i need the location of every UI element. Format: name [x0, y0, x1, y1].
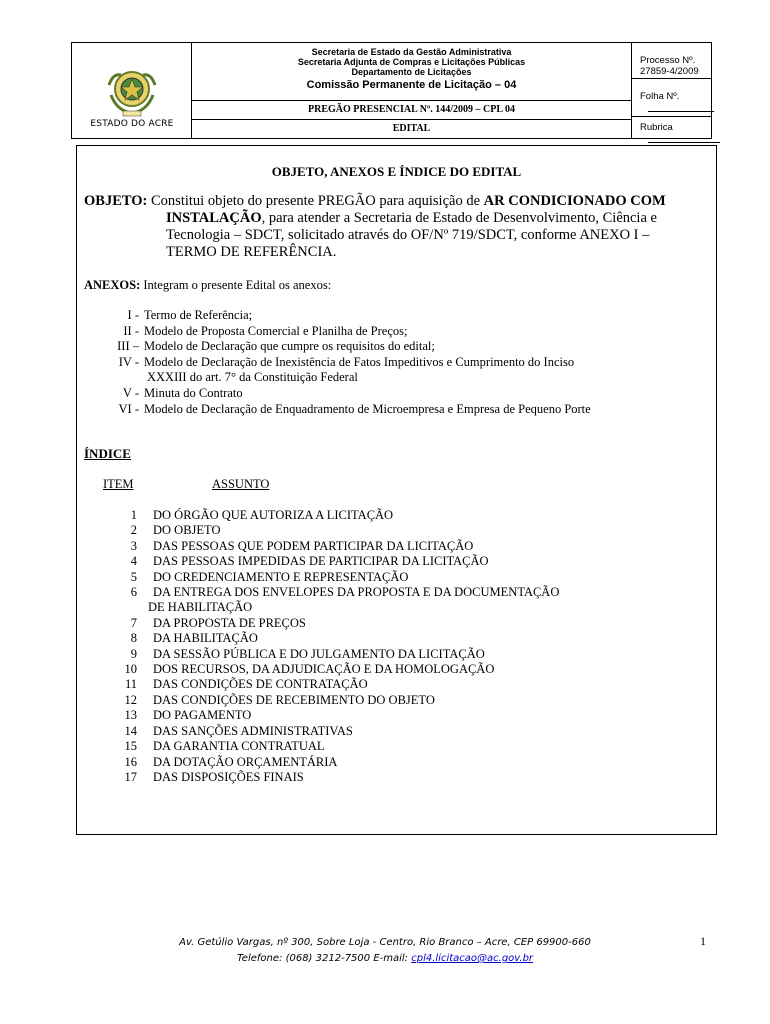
indice-row — [77, 523, 717, 538]
indice-item-subject: DA PROPOSTA DE PREÇOS — [153, 615, 306, 630]
header-logo-cell — [72, 43, 192, 138]
rubrica-label: Rubrica — [640, 122, 673, 133]
indice-item-number: 16 — [124, 754, 137, 769]
folha-blank — [648, 102, 714, 112]
indice-list — [77, 508, 717, 785]
indice-item-subject: DAS PESSOAS IMPEDIDAS DE PARTICIPAR DA LICITAÇÃO — [153, 554, 489, 569]
indice-item-number: 3 — [130, 538, 137, 553]
indice-item-subject: DO ÓRGÃO QUE AUTORIZA A LICITAÇÃO — [153, 508, 394, 522]
indice-item-subject: DA SESSÃO PÚBLICA E DO JULGAMENTO DA LICITAÇÃO — [153, 646, 485, 661]
org-line-2: Secretaria Adjunta de Compras e Licitações Públicas — [297, 57, 526, 67]
indice-item-number: 5 — [130, 569, 137, 584]
indice-item-subject: DA GARANTIA CONTRATUAL — [153, 739, 325, 754]
indice-col-item: ITEM — [103, 477, 134, 491]
indice-item-number: 12 — [124, 692, 137, 707]
indice-row — [77, 739, 717, 754]
indice-item-subject: DOS RECURSOS, DA ADJUDICAÇÃO E DA HOMOLOGAÇÃO — [153, 662, 495, 677]
anexo-item: V - Minuta do Contrato — [122, 385, 243, 400]
indice-row — [77, 708, 717, 723]
indice-row — [77, 616, 717, 631]
org-line-4: Comissão Permanente de Licitação – 04 — [306, 79, 517, 91]
anexo-item: IV - Modelo de Declaração de Inexistência de Fatos Impeditivos e Cumprimento do Inciso — [118, 354, 575, 369]
anexo-list — [84, 308, 714, 417]
anexos-label: ANEXOS: — [84, 278, 141, 292]
indice-col-assunto: ASSUNTO — [212, 477, 270, 491]
indice-item-subject: DA DOTAÇÃO ORÇAMENTÁRIA — [153, 754, 338, 769]
edital-title: EDITAL — [392, 123, 431, 134]
indice-item-number: 14 — [124, 723, 137, 738]
indice-row — [77, 693, 717, 708]
indice-title: ÍNDICE — [84, 446, 131, 461]
indice-item-number: 1 — [130, 508, 137, 522]
indice-item-subject: DA ENTREGA DOS ENVELOPES DA PROPOSTA E DA DOCUMENTAÇÃO DE HABILITAÇÃO — [148, 585, 560, 615]
content-frame — [76, 145, 717, 835]
pregao-title: PREGÃO PRESENCIAL Nº. 144/2009 – CPL 04 — [192, 101, 631, 120]
rubrica-blank — [648, 133, 720, 143]
anexo-item-continuation: XXXIII do art. 7° da Constituição Federal — [147, 370, 358, 385]
document-header — [71, 42, 712, 139]
objeto-paragraph: OBJETO: Constitui objeto do presente PREGÃO para aquisição de AR CONDICIONADO COM INSTALAÇÃO, para atender a Secretaria de Estado de Desenvolvimento, Ciência e Tecnologia – SDCT, solicitado através do OF/Nº 719/SDCT, conforme ANEXO I – TERMO DE REFERÊNCIA. — [84, 193, 666, 260]
indice-row — [77, 662, 717, 677]
indice-item-subject: DAS CONDIÇÕES DE CONTRATAÇÃO — [153, 677, 368, 692]
footer-address: Av. Getúlio Vargas, nº 300, Sobre Loja - Centro, Rio Branco – Acre, CEP 69900-660 — [179, 937, 591, 948]
footer-contact: Telefone: (068) 3212-7500 E-mail: cpl4.licitacao@ac.gov.br — [236, 953, 534, 964]
anexo-item: VI - Modelo de Declaração de Enquadramento de Microempresa e Empresa de Pequeno Porte — [118, 401, 591, 416]
indice-item-subject: DAS DISPOSIÇÕES FINAIS — [153, 769, 304, 784]
org-line-3: Departamento de Licitações — [351, 67, 472, 77]
indice-item-number: 11 — [124, 677, 137, 692]
indice-item-number: 15 — [124, 739, 137, 754]
section-title: OBJETO, ANEXOS E ÍNDICE DO EDITAL — [271, 164, 522, 179]
indice-item-number: 8 — [130, 631, 137, 646]
indice-row — [77, 770, 717, 785]
indice-item-subject: DO OBJETO — [153, 523, 221, 538]
indice-row — [77, 554, 717, 569]
anexo-item: I - Termo de Referência; — [127, 308, 253, 322]
indice-item-number: 6 — [130, 585, 137, 600]
anexo-item: III – Modelo de Declaração que cumpre os requisitos do edital; — [117, 339, 435, 354]
indice-item-subject: DA HABILITAÇÃO — [153, 631, 258, 646]
header-center-cell — [192, 43, 632, 138]
indice-item-number: 2 — [130, 523, 137, 538]
folha-label: Folha Nº. — [640, 91, 680, 102]
indice-row — [77, 755, 717, 770]
rubrica-field — [632, 117, 711, 138]
indice-item-number: 10 — [124, 662, 137, 677]
indice-item-number: 17 — [124, 769, 137, 784]
page-footer — [0, 935, 770, 967]
header-right-cell — [632, 43, 711, 138]
indice-row — [77, 539, 717, 554]
indice-item-subject: DO PAGAMENTO — [153, 708, 252, 723]
anexos-intro: ANEXOS: Integram o presente Edital os anexos: — [84, 278, 332, 292]
indice-item-subject: DAS CONDIÇÕES DE RECEBIMENTO DO OBJETO — [153, 692, 435, 707]
indice-item-number: 7 — [130, 615, 137, 630]
indice-item-number: 4 — [130, 554, 137, 569]
indice-row — [77, 724, 717, 739]
indice-item-number: 9 — [130, 646, 137, 661]
page-number: 1 — [700, 934, 706, 948]
folha-field — [632, 79, 711, 117]
indice-row — [77, 631, 717, 646]
indice-row — [77, 647, 717, 662]
indice-row — [77, 570, 717, 585]
state-coat-of-arms-icon — [103, 65, 161, 119]
processo-number: Processo Nº. 27859-4/2009 — [632, 43, 711, 79]
org-block — [192, 43, 631, 101]
indice-row — [77, 585, 717, 616]
indice-item-number: 13 — [124, 708, 137, 723]
footer-email-link[interactable]: cpl4.licitacao@ac.gov.br — [411, 953, 534, 964]
indice-item-subject: DO CREDENCIAMENTO E REPRESENTAÇÃO — [153, 569, 409, 584]
indice-item-subject: DAS SANÇÕES ADMINISTRATIVAS — [153, 723, 353, 738]
indice-item-subject: DAS PESSOAS QUE PODEM PARTICIPAR DA LICITAÇÃO — [153, 538, 474, 553]
indice-row — [77, 508, 717, 523]
indice-row — [77, 677, 717, 692]
state-label: ESTADO DO ACRE — [90, 119, 174, 129]
objeto-label: OBJETO: — [84, 193, 148, 209]
org-line-1: Secretaria de Estado da Gestão Administrativa — [311, 47, 512, 57]
anexo-item: II - Modelo de Proposta Comercial e Planilha de Preços; — [123, 323, 408, 338]
